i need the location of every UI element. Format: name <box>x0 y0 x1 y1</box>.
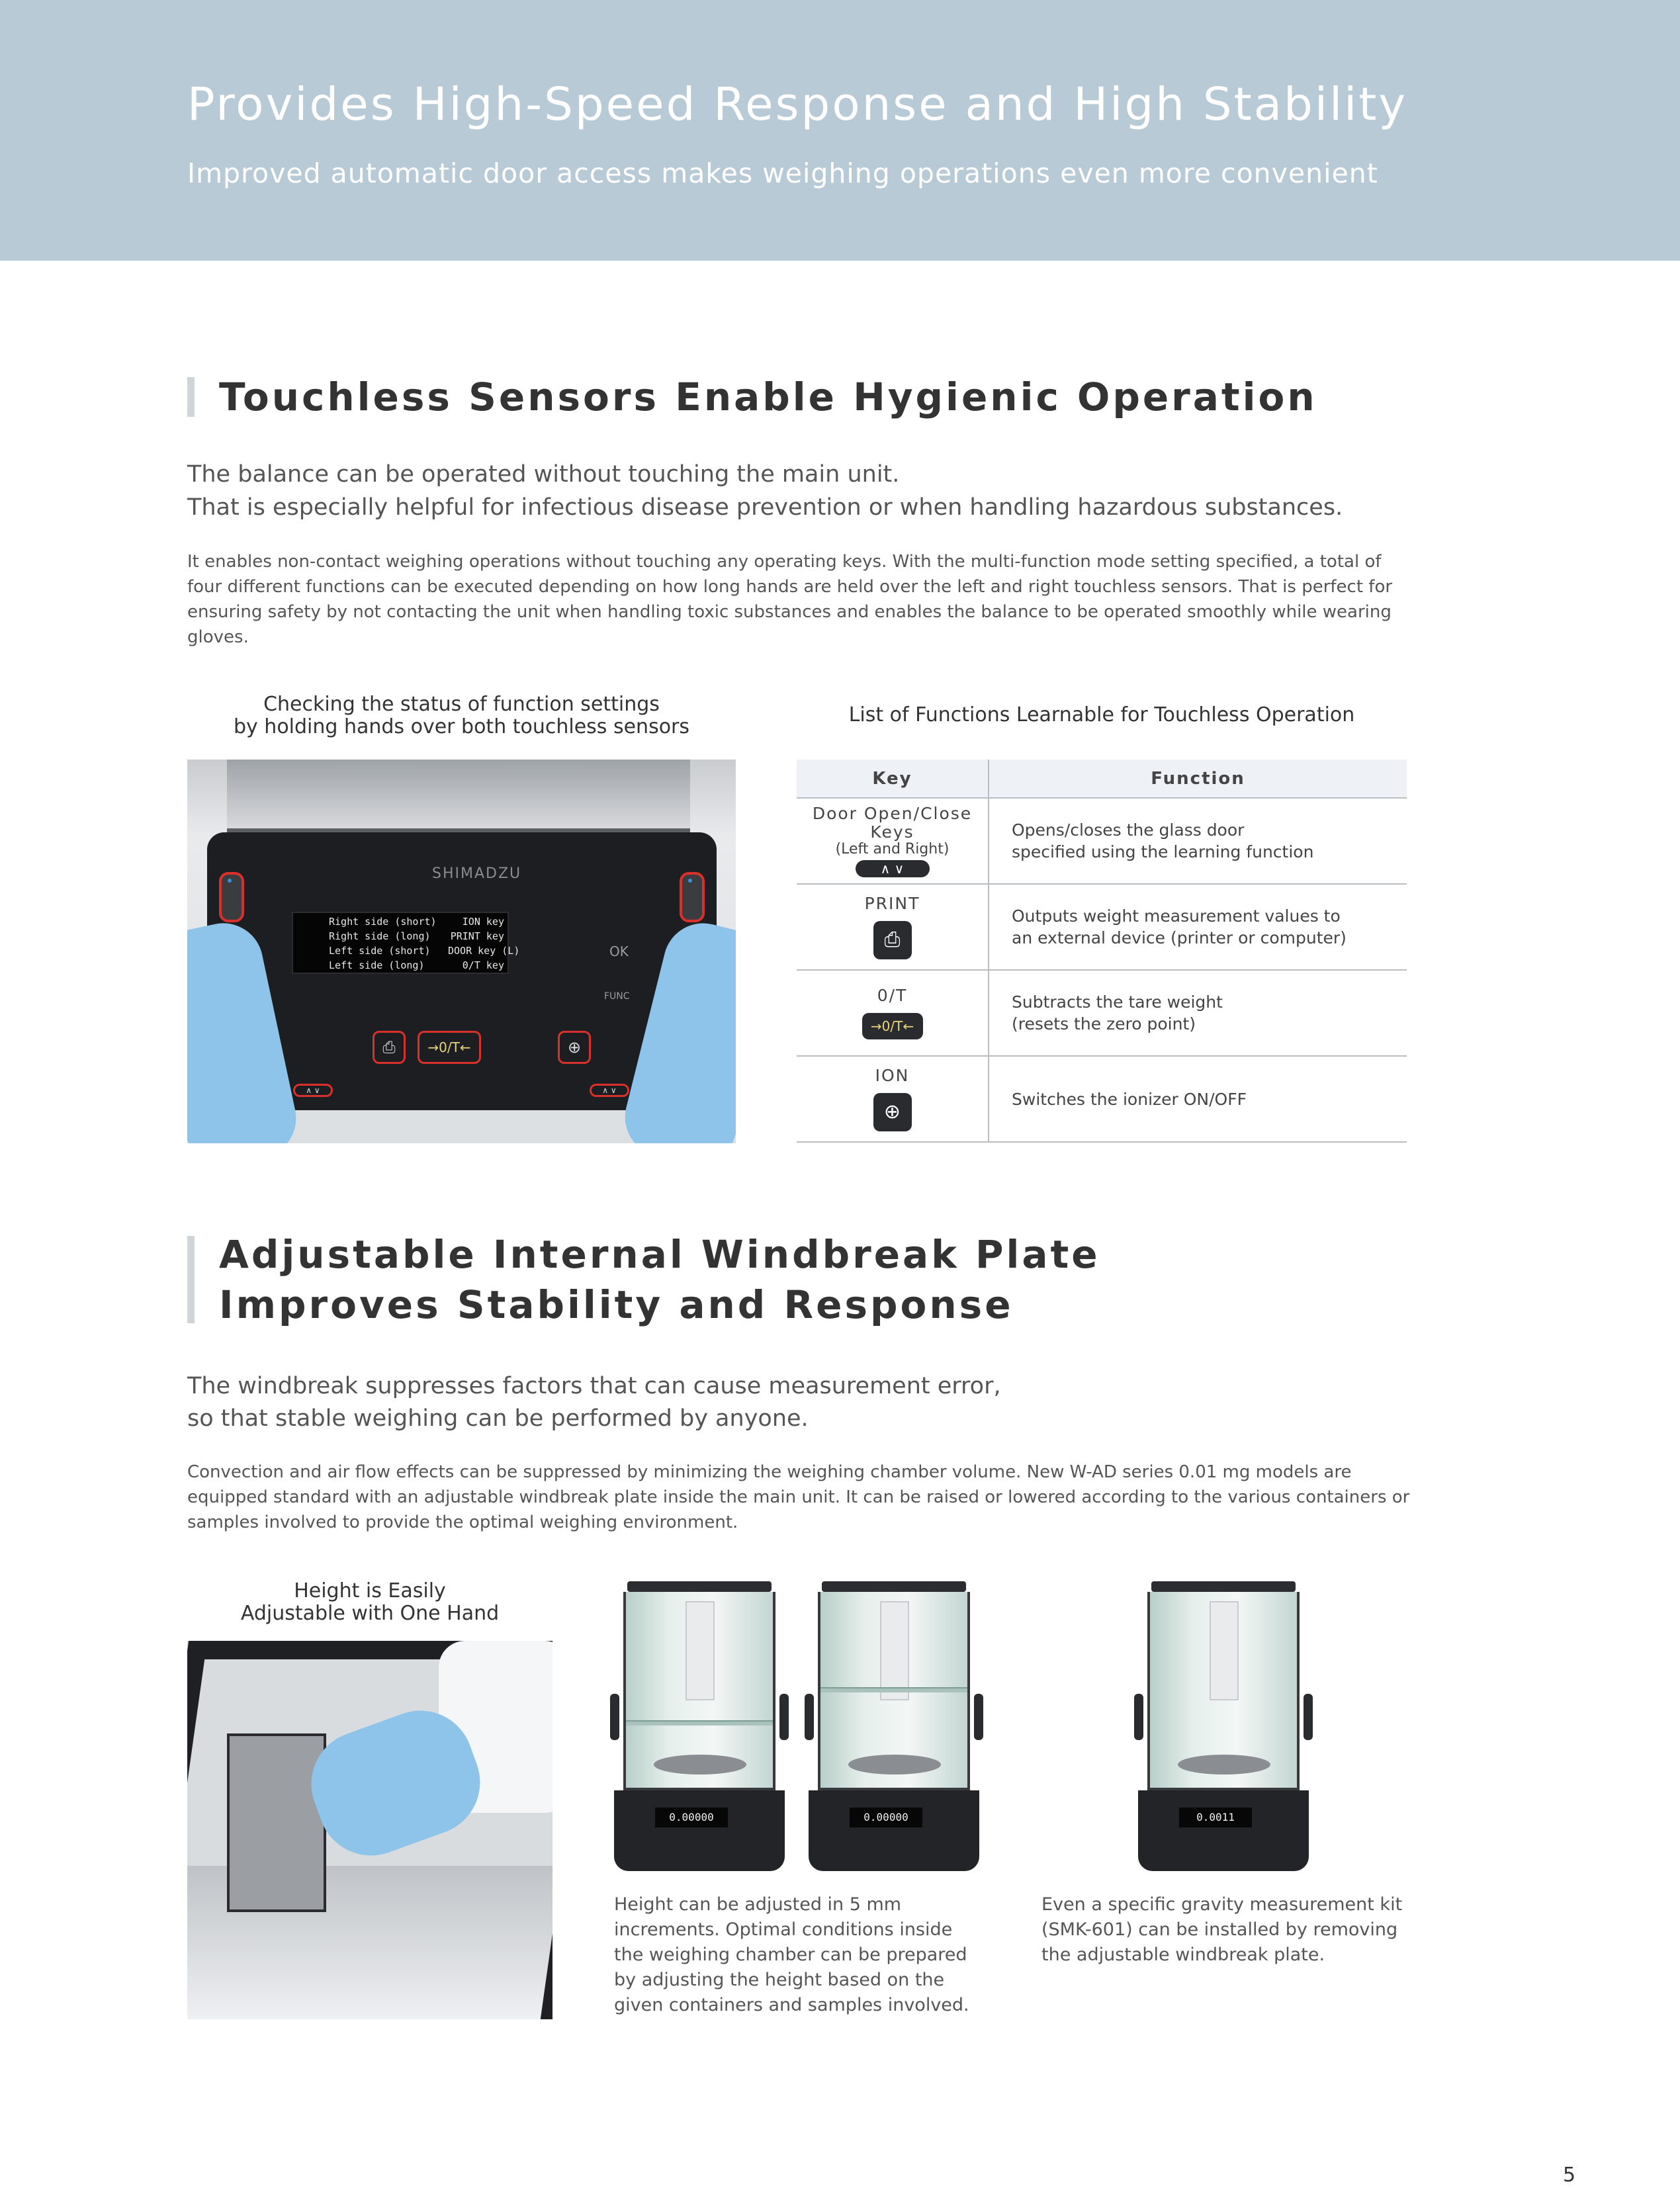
table-row <box>797 798 1407 884</box>
function-text: (resets the zero point) <box>1012 1014 1196 1033</box>
section1-lead-1: The balance can be operated without touching the main unit. <box>187 461 900 488</box>
photo1-caption <box>187 693 736 738</box>
status-screen <box>292 912 520 974</box>
keypad-photo <box>187 760 736 1143</box>
page-number: 5 <box>1563 2164 1576 2187</box>
key-name: Door Open/Close Keys <box>812 804 973 842</box>
section1-body: It enables non-contact weighing operations without touching any operating keys. With the multi-function mode setting specified, a total of four different functions can be executed depending on how long hands are held over the left and right touchless sensors. That is perfect for ensuring safety by not contacting the unit when handling toxic substances and enables the balance to be operated smoothly while wearing gloves. <box>187 552 1393 647</box>
balance-display: 0.0011 <box>1179 1808 1252 1827</box>
function-text: Switches the ionizer ON/OFF <box>1012 1089 1247 1109</box>
print-key: ⎙ <box>373 1031 406 1064</box>
balance-illustration <box>1138 1581 1309 1871</box>
function-text: specified using the learning function <box>1012 842 1314 861</box>
zero-tare-key: →0/T← <box>418 1031 481 1064</box>
photo1-caption-line-2: by holding hands over both touchless sensors <box>233 715 690 738</box>
balance-illustration <box>614 1581 785 1871</box>
function-table <box>797 760 1407 1143</box>
section-accent-bar <box>187 1236 195 1323</box>
door-keys-icon: ∧ ∨ <box>856 860 930 877</box>
ok-key: OK <box>609 943 629 959</box>
function-text: Outputs weight measurement values to <box>1012 906 1341 926</box>
windbreak-plate-low <box>626 1720 773 1726</box>
section2-lead-1: The windbreak suppresses factors that can cause measurement error, <box>187 1373 1001 1399</box>
zero-tare-icon: →0/T← <box>862 1013 923 1039</box>
banner-subtitle: Improved automatic door access makes weighing operations even more convenient <box>187 157 1378 189</box>
door-key-left: ∧ ∨ <box>293 1084 333 1097</box>
table-header-key: Key <box>797 760 989 798</box>
brand-logo: SHIMADZU <box>432 865 522 882</box>
caption-right: Even a specific gravity measurement kit (SMK-601) can be installed by removing the adjustable windbreak plate. <box>1041 1894 1403 1965</box>
section2-body: Convection and air flow effects can be suppressed by minimizing the weighing chamber volume. New W-AD series 0.01 mg models are equipped standard with an adjustable windbreak plate inside the main unit. It can be raised or lowered according to the various containers or samples involved to provide the optimal weighing environment. <box>187 1462 1410 1532</box>
photo2-caption-line-1: Height is Easily <box>294 1579 446 1602</box>
left-touchless-sensor <box>219 872 244 922</box>
key-name: 0/T <box>877 986 908 1005</box>
section2-title <box>219 1229 1100 1330</box>
balance-display: 0.00000 <box>850 1808 922 1827</box>
table-header-row <box>797 760 1407 798</box>
photo2-caption-line-2: Adjustable with One Hand <box>240 1602 500 1625</box>
balance-chamber-edge <box>227 760 690 832</box>
section2-title-line-2: Improves Stability and Response <box>219 1282 1014 1327</box>
key-sub: (Left and Right) <box>835 841 950 857</box>
table-row <box>797 884 1407 970</box>
balance-display: 0.00000 <box>655 1808 728 1827</box>
screen-line: Right side (long) PRINT key <box>329 930 504 942</box>
photo2-caption <box>187 1580 553 1625</box>
banner-title: Provides High-Speed Response and High Stability <box>187 78 1408 131</box>
function-text: an external device (printer or computer) <box>1012 928 1347 947</box>
table-row <box>797 970 1407 1056</box>
right-touchless-sensor <box>680 872 705 922</box>
table-caption: List of Functions Learnable for Touchless Operation <box>848 703 1355 726</box>
caption-mid: Height can be adjusted in 5 mm increments. Optimal conditions inside the weighing chamber can be prepared by adjusting the height based on the given containers and samples involved. <box>614 1894 969 2015</box>
table-header-function: Function <box>989 760 1407 798</box>
key-name: ION <box>875 1066 910 1085</box>
windbreak-adjust-photo <box>187 1641 553 2019</box>
ionizer-icon: ⊕ <box>873 1093 912 1131</box>
ionizer-key: ⊕ <box>558 1031 591 1064</box>
key-name: PRINT <box>864 894 920 913</box>
section1-lead-2: That is especially helpful for infectious disease prevention or when handling hazardous substances. <box>187 494 1343 521</box>
screen-line: Left side (short) DOOR key (L) <box>329 945 520 957</box>
header-banner <box>0 0 1680 261</box>
func-key: FUNC <box>604 991 630 1002</box>
function-text: Opens/closes the glass door <box>1012 820 1245 840</box>
table-row <box>797 1056 1407 1142</box>
section-accent-bar <box>187 377 195 417</box>
print-icon: ⎙ <box>873 921 912 959</box>
section1-title: Touchless Sensors Enable Hygienic Operation <box>219 374 1317 419</box>
door-key-right: ∧ ∨ <box>590 1084 629 1097</box>
photo1-caption-line-1: Checking the status of function settings <box>263 693 660 716</box>
function-text: Subtracts the tare weight <box>1012 992 1223 1012</box>
screen-line: Right side (short) ION key <box>329 916 504 928</box>
screen-line: Left side (long) 0/T key <box>329 959 504 971</box>
section2-lead-2: so that stable weighing can be performed by anyone. <box>187 1405 809 1432</box>
windbreak-plate-high <box>820 1687 967 1692</box>
balance-illustration <box>809 1581 979 1871</box>
windbreak-plate <box>227 1733 326 1912</box>
section2-title-line-1: Adjustable Internal Windbreak Plate <box>219 1232 1100 1277</box>
